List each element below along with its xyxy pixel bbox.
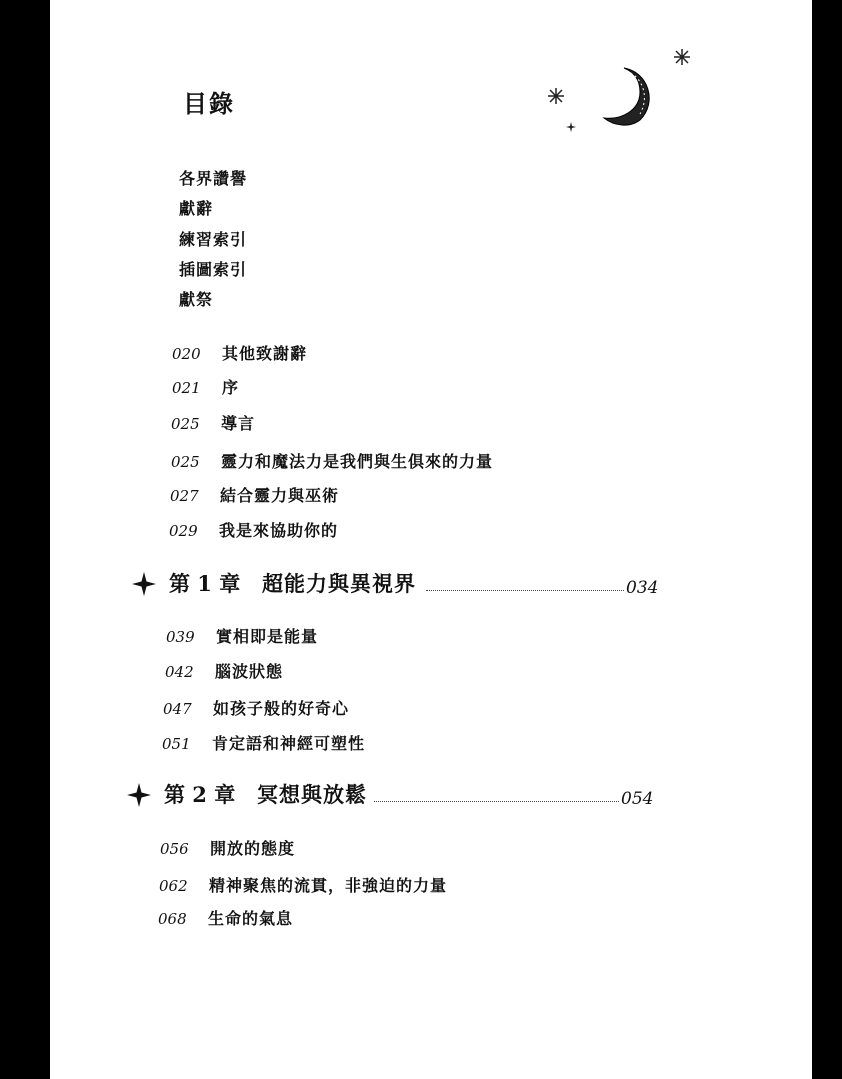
entry-title: 開放的態度 [210,839,296,858]
star-icon [566,122,576,132]
toc-entry[interactable] [162,732,365,756]
list-item[interactable]: 獻辭 [179,199,214,218]
crescent-moon-icon [596,62,666,132]
toc-entry[interactable] [172,342,307,366]
toc-entry[interactable] [166,625,318,649]
four-point-star-icon [132,572,156,596]
entry-page-number: 021 [172,379,201,397]
entry-title: 精神聚焦的流貫，非強迫的力量 [209,876,448,895]
star-icon [673,48,691,66]
toc-entry[interactable] [171,412,255,436]
list-item[interactable]: 插圖索引 [179,260,248,279]
entry-title: 我是來協助你的 [219,521,339,540]
toc-entry[interactable] [159,874,447,898]
entry-page-number: 029 [169,522,198,540]
chapter-heading[interactable] [132,566,662,602]
chapter-page-number: 054 [621,789,654,809]
entry-title: 實相即是能量 [216,627,319,646]
entry-page-number: 039 [166,628,195,646]
page-title: 目錄 [183,89,235,118]
toc-entry[interactable] [171,450,493,474]
toc-entry[interactable] [165,660,283,684]
leader-dots [374,801,619,802]
entry-page-number: 027 [170,487,199,505]
leader-dots [426,590,624,591]
entry-title: 導言 [221,414,256,433]
entry-page-number: 062 [159,877,188,895]
entry-title: 腦波狀態 [215,662,284,681]
entry-page-number: 042 [165,663,194,681]
chapter-title: 超能力與異視界 [262,571,416,596]
four-point-star-icon [127,783,151,807]
chapter-heading[interactable] [127,777,657,813]
entry-page-number: 056 [160,840,189,858]
chapter-number: 第 2 章 [164,782,236,807]
entry-page-number: 025 [171,415,200,433]
entry-page-number: 068 [158,910,187,928]
chapter-page-number: 034 [626,578,659,598]
chapter-title: 冥想與放鬆 [257,782,367,807]
list-item[interactable]: 練習索引 [179,230,248,249]
toc-entry[interactable] [163,697,349,721]
entry-title: 序 [222,378,240,397]
entry-title: 肯定語和神經可塑性 [212,734,366,753]
list-item[interactable]: 獻祭 [179,290,214,309]
chapter-number: 第 1 章 [169,571,241,596]
toc-entry[interactable] [158,907,293,931]
toc-entry[interactable] [160,837,295,861]
entry-title: 生命的氣息 [208,909,294,928]
entry-title: 結合靈力與巫術 [220,486,340,505]
entry-page-number: 051 [162,735,191,753]
toc-entry[interactable] [172,376,239,400]
toc-entry[interactable] [169,519,338,543]
star-icon [547,87,565,105]
toc-entry[interactable] [170,484,339,508]
entry-title: 靈力和魔法力是我們與生俱來的力量 [221,452,494,471]
list-item[interactable]: 各界讚譽 [179,169,248,188]
entry-title: 其他致謝辭 [222,344,308,363]
entry-title: 如孩子般的好奇心 [213,699,350,718]
entry-page-number: 025 [171,453,200,471]
entry-page-number: 020 [172,345,201,363]
entry-page-number: 047 [163,700,192,718]
